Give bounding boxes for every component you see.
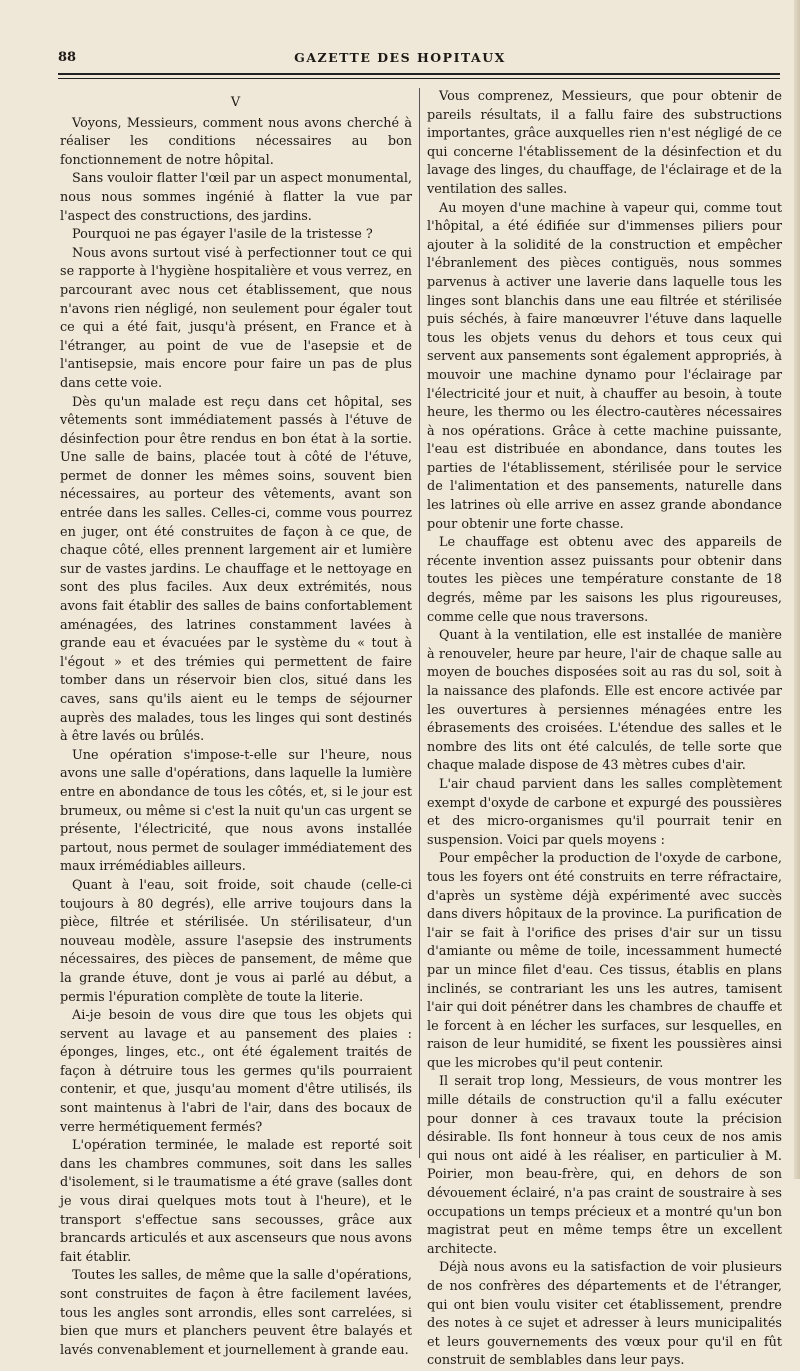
paragraph: Pour empêcher la production de l'oxyde de carbone, tous les foyers ont été construits en terre réfractaire, d'après un système déjà expérimenté avec succès dans divers hôpitaux de la province. La purification de l'air se fait à l'orifice des prises d'air sur un tissu d'amiante ou même de toile, incessamment humecté par un mince filet d'eau. Ces tissus, établis en plans inclinés, se contrariant les uns les autres, tamisent l'air qui doit pénétrer dans les chambres de chauffe et le forcent à en lécher les surfaces, sur lesquelles, en raison de leur humidité, se fixent les poussières ainsi que les microbes qu'il peut contenir.	[427, 851, 782, 1071]
paragraph: L'opération terminée, le malade est reporté soit dans les chambres communes, soit dans les salles d'isolement, si le traumatisme a été grave (salles dont je vous dirai quelques mots tout à l'heure), et le transport s'effectue sans secousses, grâce aux brancards articulés et aux ascenseurs que nous avons fait établir.	[60, 1138, 412, 1265]
paragraph: Dès qu'un malade est reçu dans cet hôpital, ses vêtements sont immédiatement passés à l'étuve de désinfection pour être rendus en bon état à la sortie. Une salle de bains, placée tout à côté de l'étuve, permet de donner les mêmes soins, souvent bien nécessaires, au porteur des vêtements, avant son entrée dans les salles. Celles-ci, comme vous pourrez en juger, ont été construites de façon à ce que, de chaque côté, elles prennent largement air et lumière sur de vastes jardins. Le chauffage et le nettoyage en sont des plus faciles. Aux deux extrémités, nous avons fait établir des salles de bains confortablement aménagées, des latrines constamment lavées à grande eau et évacuées par le système du « tout à l'égout » et des trémies qui permettent de faire tomber dans un réservoir bien clos, situé dans les caves, sans qu'ils aient eu le temps de séjourner auprès des malades, tous les linges qui sont destinés à être lavés ou brûlés.	[60, 394, 412, 745]
paragraph: Voyons, Messieurs, comment nous avons cherché à réaliser les conditions nécessaires au bon fonctionnement de notre hôpital.	[60, 115, 412, 168]
section-number: V	[230, 95, 242, 110]
paragraph: Une opération s'impose-t-elle sur l'heure, nous avons une salle d'opérations, dans laquelle la lumière entre en abondance de tous les côtés, et, si le jour est brumeux, ou même si c'est la nuit qu'un cas urgent se présente, l'électricité, que nous avons installée partout, nous permet de soulager immédiatement des maux irrémédiables ailleurs.	[60, 747, 412, 875]
page-number: 88	[58, 50, 77, 65]
header-rule	[58, 73, 780, 75]
paragraph: L'air chaud parvient dans les salles complètement exempt d'oxyde de carbone et expurgé des poussières et des micro-organismes qu'il pourrait tenir en suspension. Voici par quels moyens :	[427, 776, 782, 848]
paragraph: Déjà nous avons eu la satisfaction de voir plusieurs de nos confrères des départements et de l'étranger, qui ont bien voulu visiter cet établissement, prendre des notes à ce sujet et adresser à leurs municipalités et leurs gouvernements des vœux pour qu'il en fût construit de semblables dans leur pays.	[427, 1260, 782, 1369]
paragraph: Quant à la ventilation, elle est installée de manière à renouveler, heure par heure, l'air de chaque salle au moyen de bouches disposées soit au ras du sol, soit à la naissance des plafonds. Elle est encore activée par les ouvertures à persiennes ménagées entre les ébrasements des croisées. L'étendue des salles et le nombre des lits ont été calculés, de telle sorte que chaque malade dispose de 43 mètres cubes d'air.	[427, 628, 782, 774]
paragraph: Pourquoi ne pas égayer l'asile de la tristesse ?	[72, 227, 373, 243]
left-column	[60, 88, 412, 1360]
page-edge	[794, 0, 800, 1179]
paragraph: Ai-je besoin de vous dire que tous les objets qui servent au lavage et au pansement des plaies : éponges, linges, etc., ont été également traités de façon à détruire tous les germes qu'ils pourraient contenir, et que, jusqu'au moment d'être utilisés, ils sont maintenus à l'abri de l'air, dans des bocaux de verre hermétiquement fermés?	[60, 1008, 412, 1135]
column-separator	[419, 88, 420, 1158]
paragraph: Quant à l'eau, soit froide, soit chaude (celle-ci toujours à 80 degrés), elle arrive toujours dans la pièce, filtrée et stérilisée. Un stérilisateur, d'un nouveau modèle, assure l'asepsie des instruments nécessaires, des pièces de pansement, de même que la grande étuve, dont je vous ai parlé au début, a permis l'épuration complète de toute la literie.	[60, 877, 412, 1005]
paragraph: Nous avons surtout visé à perfectionner tout ce qui se rapporte à l'hygiène hospitalière et vous verrez, en parcourant avec nous cet établissement, que nous n'avons rien négligé, non seulement pour égaler tout ce qui a été fait, jusqu'à présent, en France et à l'étranger, au point de vue de l'asepsie et de l'antisepsie, mais encore pour faire un pas de plus dans cette voie.	[60, 245, 412, 391]
paragraph: Sans vouloir flatter l'œil par un aspect monumental, nous nous sommes ingénié à flatter la vue par l'aspect des constructions, des jardins.	[60, 171, 412, 224]
paragraph: Au moyen d'une machine à vapeur qui, comme tout l'hôpital, a été édifiée sur d'immenses piliers pour ajouter à la solidité de la construction et empêcher l'ébranlement des pièces contiguës, nous sommes parvenus à activer une laverie dans laquelle tous les linges sont blanchis dans une eau filtrée et stérilisée puis séchés, à faire manœuvrer l'étuve dans laquelle tous les objets venus du dehors et tous ceux qui servent aux pansements sont également appropriés, à mouvoir une machine dynamo pour l'éclairage par l'électricité jour et nuit, à chauffer au besoin, à toute heure, les thermo ou les électro-cautères nécessaires à nos opérations. Grâce à cette machine puissante, l'eau est distribuée en abondance, dans toutes les parties de l'établissement, stérilisée pour le service de l'alimentation et des pansements, naturelle dans les latrines où elle arrive en assez grande abondance pour obtenir une forte chasse.	[427, 200, 782, 532]
paragraph: Le chauffage est obtenu avec des appareils de récente invention assez puissants pour obtenir dans toutes les pièces une température constante de 18 degrés, même par les saisons les plus rigoureuses, comme celle que nous traversons.	[427, 535, 782, 625]
paragraph: Il serait trop long, Messieurs, de vous montrer les mille détails de construction qu'il a fallu exécuter pour donner à ces travaux toute la précision désirable. Ils font honneur à tous ceux de nos amis qui nous ont aidé à les réaliser, en particulier à M. Poirier, mon beau-frère, qui, en dehors de son dévouement éclairé, n'a pas craint de soustraire à ses occupations un temps précieux et a montré qu'un bon magistrat peut en même temps être un excellent architecte.	[427, 1074, 782, 1257]
running-title: GAZETTE DES HOPITAUX	[294, 50, 506, 65]
paragraph: Vous comprenez, Messieurs, que pour obtenir de pareils résultats, il a fallu faire des substructions importantes, grâce auxquelles rien n'est négligé de ce qui concerne l'établissement de la désinfection et du lavage des linges, du chauffage, de l'éclairage et de la ventilation des salles.	[427, 89, 782, 197]
paragraph: Toutes les salles, de même que la salle d'opérations, sont construites de façon à être facilement lavées, tous les angles sont arrondis, elles sont carrelées, si bien que murs et planchers peuvent être balayés et lavés convenablement et journellement à grande eau.	[60, 1268, 412, 1358]
header-rule-thin	[58, 78, 780, 79]
